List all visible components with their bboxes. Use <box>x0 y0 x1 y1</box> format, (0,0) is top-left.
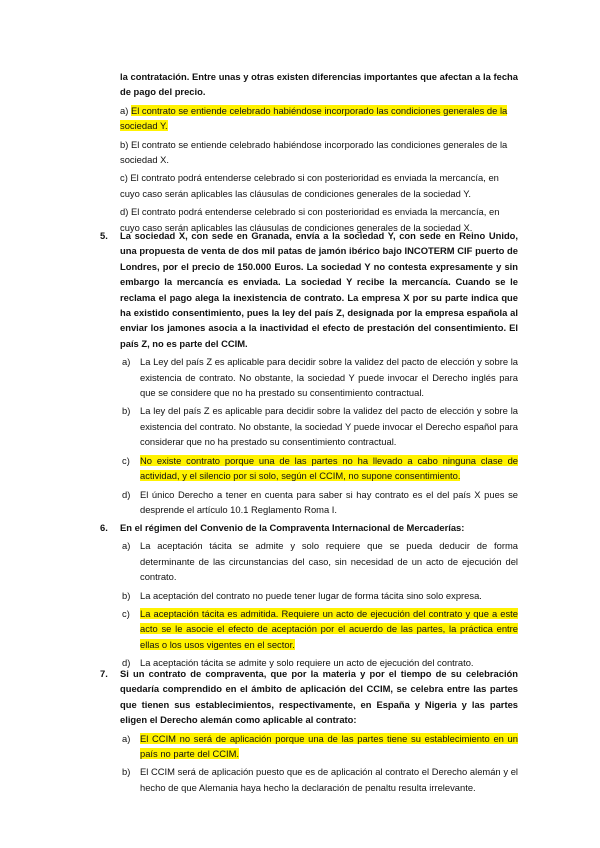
question-number: 7. <box>100 668 108 679</box>
option-text: El contrato podrá entenderse celebrado si con posterioridad es enviada la mercancía, en cuyo caso serán aplicables las cláusulas de condiciones generales de la sociedad Y. <box>120 172 499 199</box>
question-5 <box>100 228 518 517</box>
question-text: La sociedad X, con sede en Granada, envía a la sociedad Y, con sede en Reino Unido, una propuesta de venta de dos mil patas de jamón ibérico bajo INCOTERM CIF puerto de Londres, por el precio de 150.000 Euros. La sociedad Y no contesta expresamente y sin embargo la mercancía es enviada. La sociedad Y recibe la mercancía. Cuando se le reclama el pago alega la inexistencia de contrato. La empresa X por su parte indica que ha existido consentimiento, pues la ley del país Z, designada por la empresa española al enviar los jamones asocia a la inactividad el efecto de prestación del consentimiento. El país Z, no es parte del CCIM. <box>120 230 518 349</box>
option-c <box>120 170 518 201</box>
option-letter: b) <box>122 405 131 417</box>
question-6 <box>100 520 518 671</box>
option-text: La Ley del país Z es aplicable para decidir sobre la validez del pacto de elección y sobre la existencia de contrato. No obstante, la sociedad Y puede invocar el Derecho inglés para que se considere que no ha prestado su consentimiento contractual. <box>140 356 518 399</box>
option-letter: d) <box>122 488 131 500</box>
option-text: El contrato se entiende celebrado habiéndose incorporado las condiciones generales de la sociedad X. <box>120 138 508 166</box>
option-text: La aceptación tácita se admite y solo requiere un acto de ejecución del contrato. <box>140 657 474 669</box>
option-text: La aceptación del contrato no puede tener lugar de forma tácita sino solo expresa. <box>140 589 482 601</box>
question-number: 6. <box>100 522 108 533</box>
option-b <box>120 764 518 795</box>
option-letter: d) <box>120 206 129 218</box>
question-text: la contratación. Entre unas y otras existen diferencias importantes que afectan a la fecha de pago del precio. <box>120 71 518 98</box>
question-text: En el régimen del Convenio de la Compraventa Internacional de Mercaderías: <box>120 522 465 533</box>
question-number: 5. <box>100 230 108 241</box>
question-7 <box>100 666 518 795</box>
question-continuation <box>120 69 518 235</box>
option-letter: a) <box>122 732 131 744</box>
option-a <box>120 731 518 762</box>
question-text: Si un contrato de compraventa, que por la materia y por el tiempo de su celebración quedaría comprendido en el ámbito de aplicación del CCIM, se celebra entre las partes que tienen sus establecimientos, respectivamente, en España y Nigeria y las partes eligen el Derecho alemán como aplicable al contrato: <box>120 668 518 726</box>
option-b <box>120 588 518 603</box>
option-c <box>120 606 518 652</box>
option-letter: b) <box>122 766 131 778</box>
option-text-highlighted: El CCIM no será de aplicación porque una de las partes tiene su establecimiento en un país no parte del CCIM. <box>140 732 518 760</box>
option-b <box>120 137 518 168</box>
option-text: La aceptación tácita se admite y solo requiere que se pueda deducir de forma determinante de las circunstancias del caso, sin necesidad de un acto de ejecución del contrato. <box>140 540 518 583</box>
option-text: El contrato podrá entenderse celebrado si con posterioridad es enviada la mercancía, en cuyo caso serán aplicables las cláusulas de condiciones generales de la sociedad X. <box>120 206 500 233</box>
option-d <box>120 487 518 518</box>
option-letter: a) <box>122 540 131 552</box>
option-letter: c) <box>122 608 130 620</box>
option-a <box>120 354 518 400</box>
option-text-highlighted: El contrato se entiende celebrado habiéndose incorporado las condiciones generales de la sociedad Y. <box>120 104 508 132</box>
option-text: El CCIM será de aplicación puesto que es de aplicación al contrato el Derecho alemán y el hecho de que Alemania haya hecho la declaración de penaltu resulta irrelevante. <box>140 766 518 793</box>
option-text-highlighted: La aceptación tácita es admitida. Requiere un acto de ejecución del contrato y que a este acto se le asocie el efecto de aceptación por el acuerdo de las partes, la práctica entre ellas o los usos vigentes en el sector. <box>140 608 518 650</box>
option-letter: b) <box>120 138 129 150</box>
option-a <box>120 103 518 134</box>
option-b <box>120 403 518 449</box>
option-text-highlighted: No existe contrato porque una de las partes no ha llevado a cabo ninguna clase de actividad, y el silencio por si solo, según el CCIM, no supone consentimiento. <box>140 454 518 482</box>
option-letter: b) <box>122 589 131 601</box>
option-a <box>120 538 518 584</box>
option-letter: a) <box>122 356 131 368</box>
option-letter: d) <box>122 657 131 669</box>
option-text: La ley del país Z es aplicable para decidir sobre la validez del pacto de elección y sobre la existencia del contrato. No obstante, la sociedad Y puede invocar el Derecho español para considerar que no ha prestado su consentimiento contractual. <box>140 405 518 448</box>
option-letter: c) <box>122 454 130 466</box>
option-c <box>120 453 518 484</box>
option-letter: a) <box>120 104 129 116</box>
option-text: El único Derecho a tener en cuenta para saber si hay contrato es el del país X pues se desprende el artículo 10.1 Reglamento Roma I. <box>140 488 518 515</box>
option-letter: c) <box>120 172 128 184</box>
